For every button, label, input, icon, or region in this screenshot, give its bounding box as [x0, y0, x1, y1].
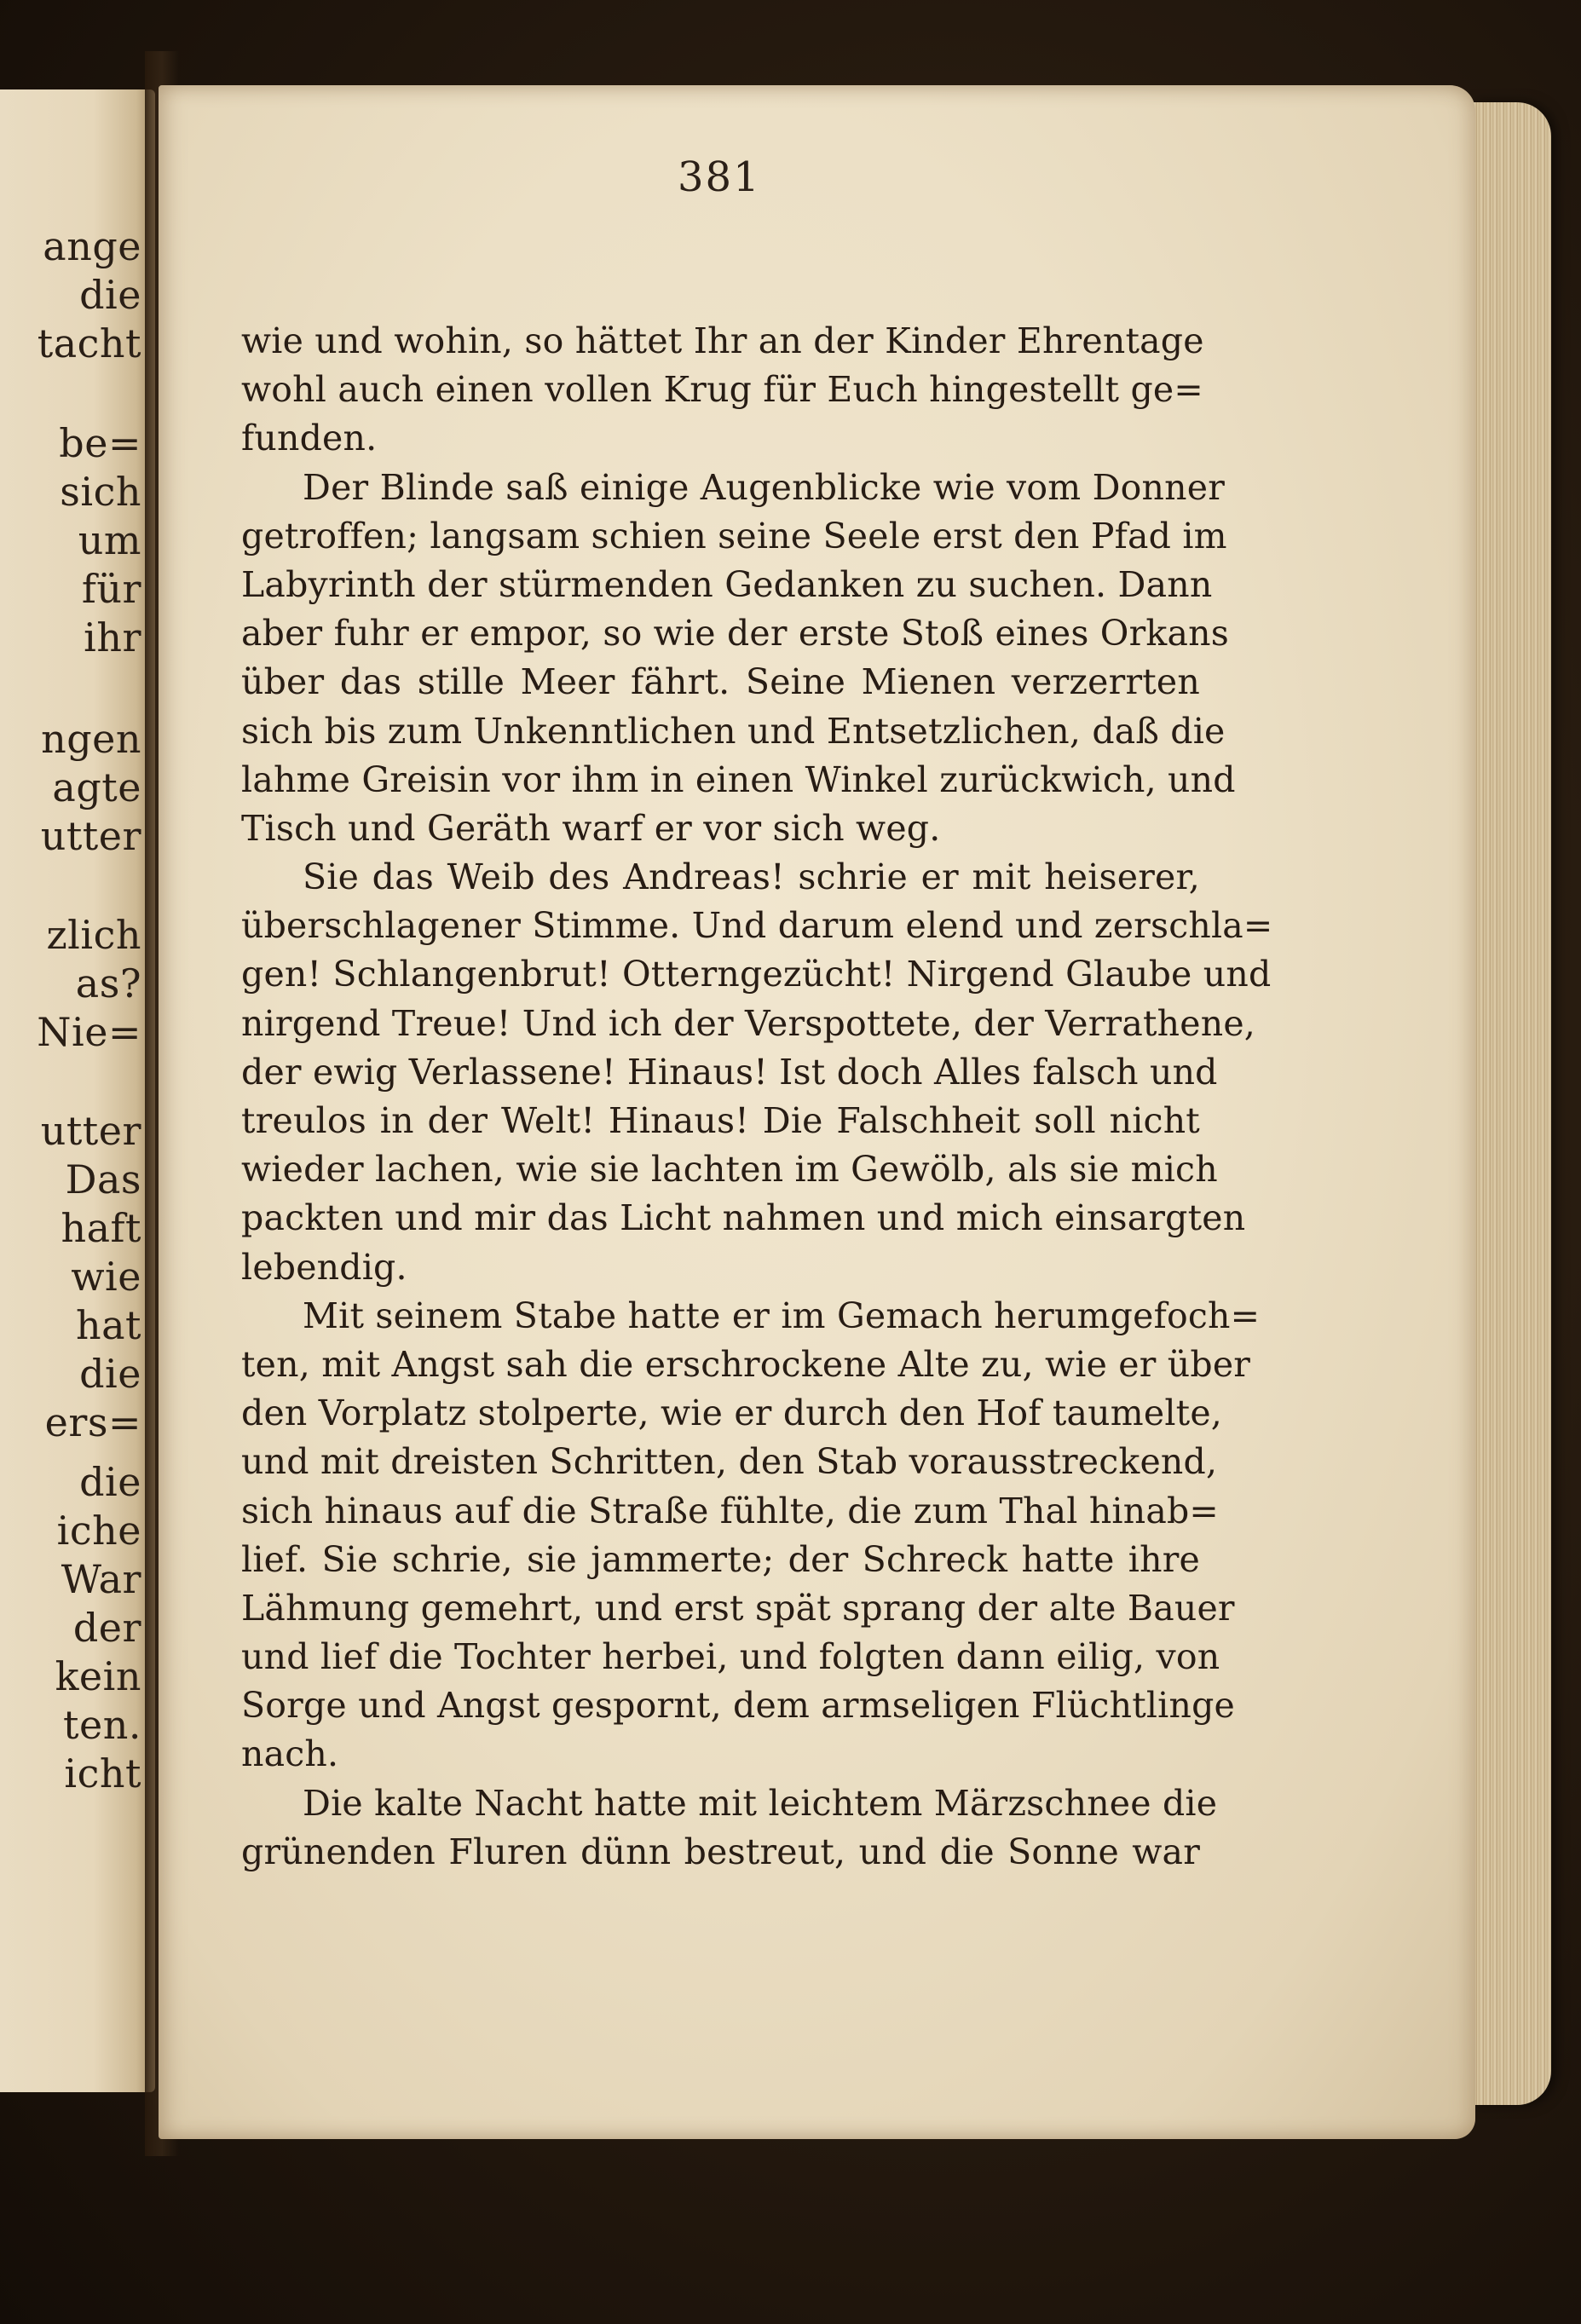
previous-page-fragment: War — [61, 1556, 141, 1602]
text-line: überschlagener Stimme. Und darum elend und zerschla= — [241, 905, 1273, 947]
previous-page-fragment: sich — [60, 469, 141, 515]
text-line: ten, mit Angst sah die erschrockene Alte zu, wie er über — [241, 1343, 1251, 1385]
text-line: sich bis zum Unkenntlichen und Entsetzlichen, daß die — [241, 710, 1226, 752]
previous-page-fragment: hat — [75, 1302, 141, 1348]
previous-page-fragment: ihr — [84, 614, 141, 660]
previous-page-fragment: iche — [56, 1508, 141, 1554]
previous-page-fragment: icht — [64, 1750, 141, 1796]
text-line: aber fuhr er empor, so wie der erste Stoß eines Orkans — [241, 613, 1229, 655]
page-number: 381 — [678, 153, 761, 201]
previous-page-fragment: der — [72, 1605, 141, 1651]
text-line: grünenden Fluren dünn bestreut, und die Sonne war — [241, 1831, 1200, 1872]
text-line: wie und wohin, so hättet Ihr an der Kinder Ehrentage — [241, 320, 1204, 361]
previous-page-fragment: ers= — [44, 1399, 141, 1445]
text-line: über das stille Meer fährt. Seine Mienen verzerrten — [241, 661, 1200, 703]
text-line: wieder lachen, wie sie lachten im Gewölb, als sie mich — [241, 1149, 1218, 1191]
previous-page-fragment: ten. — [63, 1702, 141, 1748]
previous-page-fragment: Das — [65, 1156, 141, 1202]
text-line: lief. Sie schrie, sie jammerte; der Schreck hatte ihre — [241, 1538, 1200, 1580]
previous-page-fragment: be= — [59, 420, 141, 466]
previous-page-fragment: agte — [52, 764, 141, 810]
previous-page-edge — [0, 89, 155, 2092]
text-line: gen! Schlangenbrut! Otterngezücht! Nirgend Glaube und — [241, 954, 1272, 995]
previous-page-fragment: utter — [40, 1108, 141, 1154]
text-line: Der Blinde saß einige Augenblicke wie vom Donner — [303, 466, 1226, 508]
previous-page-fragment: as? — [75, 960, 141, 1006]
text-line: funden. — [241, 418, 378, 459]
previous-page-fragment: zlich — [46, 912, 141, 958]
text-line: Tisch und Geräth warf er vor sich weg. — [241, 807, 941, 849]
text-line: Sorge und Angst gespornt, dem armseligen Flüchtlinge — [241, 1685, 1236, 1727]
text-line: nirgend Treue! Und ich der Verspottete, der Verrathene, — [241, 1002, 1256, 1044]
text-line: Sie das Weib des Andreas! schrie er mit heiserer, — [303, 856, 1200, 898]
text-line: lebendig. — [241, 1246, 407, 1288]
previous-page-fragment: utter — [40, 813, 141, 859]
text-line: nach. — [241, 1733, 339, 1775]
text-line: packten und mir das Licht nahmen und mich einsargten — [241, 1197, 1246, 1239]
text-line: Die kalte Nacht hatte mit leichtem Märzschnee die — [303, 1782, 1218, 1824]
previous-page-fragment: die — [79, 1351, 141, 1397]
text-line: Labyrinth der stürmenden Gedanken zu suchen. Dann — [241, 563, 1213, 605]
text-line: und mit dreisten Schritten, den Stab vorausstreckend, — [241, 1441, 1218, 1483]
previous-page-fragment: für — [81, 566, 141, 612]
text-line: sich hinaus auf die Straße fühlte, die zum Thal hinab= — [241, 1490, 1219, 1531]
page-edges — [1470, 102, 1551, 2105]
previous-page-fragment: kein — [55, 1653, 141, 1699]
previous-page-fragment: die — [79, 272, 141, 318]
text-line: getroffen; langsam schien seine Seele erst den Pfad im — [241, 515, 1227, 556]
text-line: den Vorplatz stolperte, wie er durch den Hof taumelte, — [241, 1393, 1223, 1434]
text-line: treulos in der Welt! Hinaus! Die Falschheit soll nicht — [241, 1100, 1200, 1141]
previous-page-fragment: haft — [61, 1205, 141, 1251]
previous-page-fragment: die — [79, 1459, 141, 1505]
previous-page-fragment: um — [78, 517, 141, 563]
body-text — [241, 317, 1273, 1877]
text-line: der ewig Verlassene! Hinaus! Ist doch Alles falsch und — [241, 1051, 1218, 1093]
previous-page-fragment: ngen — [41, 716, 141, 762]
previous-page-fragment: wie — [71, 1254, 141, 1300]
previous-page-fragment: Nie= — [37, 1009, 141, 1055]
text-line: wohl auch einen vollen Krug für Euch hingestellt ge= — [241, 369, 1203, 411]
text-line: lahme Greisin vor ihm in einen Winkel zurückwich, und — [241, 758, 1236, 800]
previous-page-fragment: tacht — [37, 320, 141, 366]
previous-page-fragment: ange — [43, 223, 141, 269]
text-line: und lief die Tochter herbei, und folgten dann eilig, von — [241, 1636, 1220, 1678]
text-line: Mit seinem Stabe hatte er im Gemach herumgefoch= — [303, 1295, 1261, 1336]
text-line: Lähmung gemehrt, und erst spät sprang der alte Bauer — [241, 1587, 1235, 1629]
